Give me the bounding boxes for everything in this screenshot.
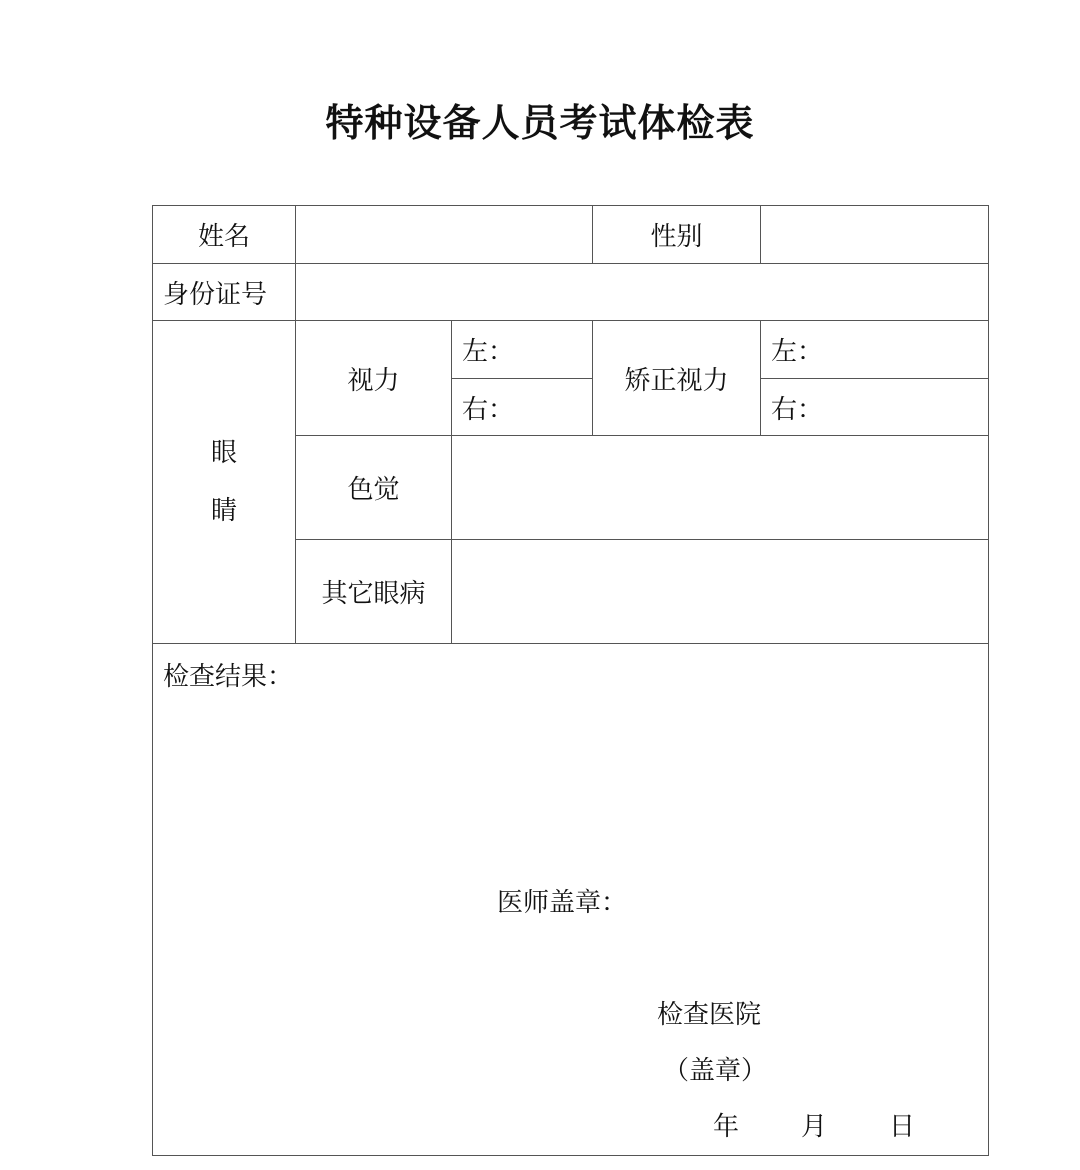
hospital-label: 检查医院 xyxy=(657,1000,762,1030)
color-vision-field[interactable] xyxy=(452,436,989,540)
doctor-seal-label: 医师盖章： xyxy=(497,888,628,918)
vision-left-field[interactable]: 左： xyxy=(452,321,593,379)
eyes-label-line2: 睛 xyxy=(210,496,237,526)
vision-right-field[interactable]: 右： xyxy=(452,379,593,436)
id-number-field[interactable] xyxy=(296,264,989,321)
eyes-label xyxy=(153,321,296,644)
corrected-vision-left-field[interactable]: 左： xyxy=(761,321,989,379)
corrected-vision-label: 矫正视力 xyxy=(593,321,761,436)
gender-field[interactable] xyxy=(761,206,989,264)
corrected-vision-right-field[interactable]: 右： xyxy=(761,379,989,436)
name-field[interactable] xyxy=(296,206,593,264)
year-label: 年 xyxy=(713,1112,740,1142)
id-number-label: 身份证号 xyxy=(153,264,296,321)
exam-form-table xyxy=(152,205,989,1156)
results-label: 检查结果： xyxy=(163,662,294,692)
eyes-label-line1: 眼 xyxy=(210,438,237,468)
gender-label: 性别 xyxy=(593,206,761,264)
results-section[interactable] xyxy=(153,644,989,1156)
color-vision-label: 色觉 xyxy=(296,436,452,540)
form-title: 特种设备人员考试体检表 xyxy=(325,101,755,145)
other-eye-disease-field[interactable] xyxy=(452,540,989,644)
seal-label: （盖章） xyxy=(663,1056,768,1086)
name-label: 姓名 xyxy=(153,206,296,264)
vision-label: 视力 xyxy=(296,321,452,436)
date-line xyxy=(713,1106,915,1143)
day-label: 日 xyxy=(889,1112,916,1142)
other-eye-disease-label: 其它眼病 xyxy=(296,540,452,644)
month-label: 月 xyxy=(801,1112,828,1142)
